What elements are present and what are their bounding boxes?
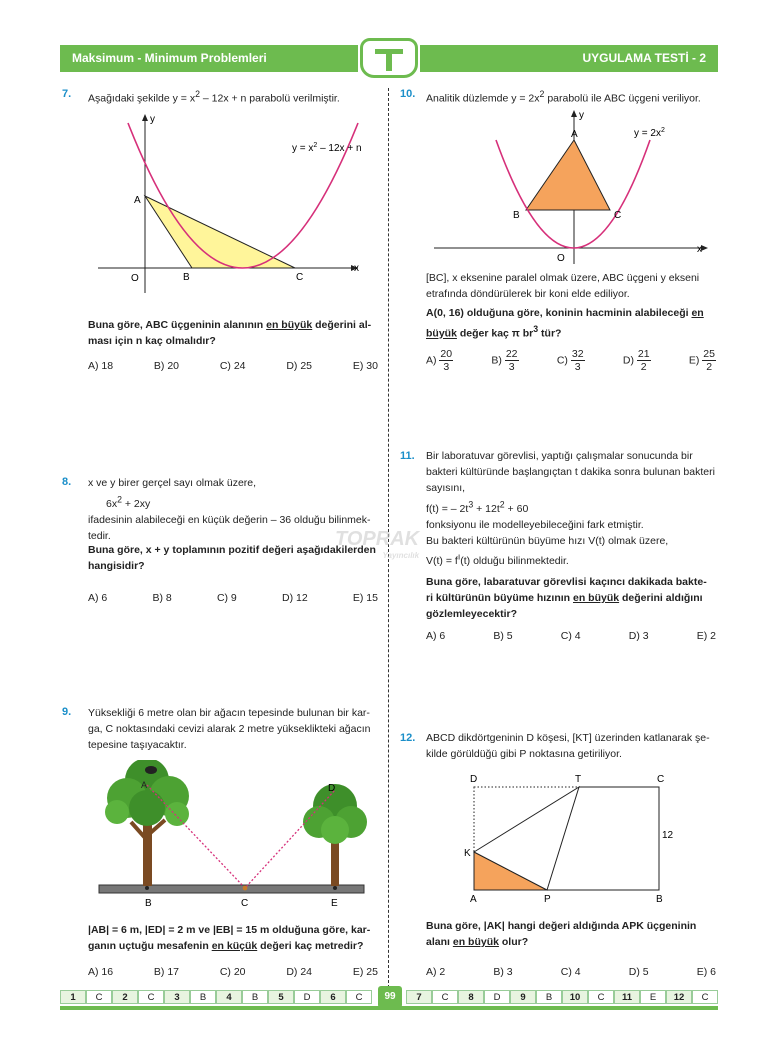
key-num: 8 (458, 990, 484, 1004)
q7-options (88, 360, 378, 372)
key-answer: D (484, 990, 510, 1004)
q10-body: [BC], x eksenine paralel olmak üzere, ABC üçgeni y ekseni etrafında döndürülerek bir koni elde ediliyor. (426, 272, 700, 300)
q7-label-A: A (134, 195, 141, 206)
key-answer: E (640, 990, 666, 1004)
key-num: 12 (666, 990, 692, 1004)
q10-option-a[interactable]: A) $\frac{20}{3}$ (426, 348, 453, 373)
q9-label-B: B (145, 898, 152, 909)
key-answer: B (242, 990, 268, 1004)
q10-option-e[interactable]: E) $\frac{25}{2}$ (688, 348, 715, 373)
q10-option-b[interactable]: B) $\frac{22}{3}$ (491, 348, 518, 373)
key-num: 1 (60, 990, 86, 1004)
q7-option-e[interactable]: E) 30 (352, 360, 378, 372)
q10-y-label: y (579, 110, 584, 121)
key-num: 3 (164, 990, 190, 1004)
header-left (60, 45, 358, 72)
key-answer: D (294, 990, 320, 1004)
q11-option-b[interactable]: B) 5 (493, 630, 513, 642)
q12-option-e[interactable]: E) 6 (696, 966, 716, 978)
q7-y-label: y (150, 114, 155, 125)
q8-options (88, 592, 378, 604)
q10-x-label: x (697, 244, 702, 255)
key-answer: C (138, 990, 164, 1004)
q12-option-b[interactable]: B) 3 (493, 966, 513, 978)
key-num: 9 (510, 990, 536, 1004)
q12-side-length: 12 (662, 830, 674, 841)
q10-option-c[interactable]: C) $\frac{32}{3}$ (556, 348, 584, 373)
q10-curve-label: $y = 2x^2$ (634, 127, 665, 139)
q7-x-label: x (354, 263, 359, 274)
crow-icon (145, 766, 157, 774)
q9-number: 9. (62, 706, 72, 718)
q9-option-e[interactable]: E) 25 (352, 966, 378, 978)
q10-stem: Analitik düzlemde $y = 2x^2$ parabolü ile ABC üçgeni veriliyor. (426, 89, 701, 105)
q9-tall-tree (105, 760, 189, 886)
q9-figure (95, 760, 370, 910)
q9-label-C: C (241, 898, 249, 909)
q10-label-A: A (571, 129, 578, 140)
q8-option-b[interactable]: B) 8 (152, 592, 172, 604)
q7-figure (88, 108, 378, 298)
key-num: 7 (406, 990, 432, 1004)
key-num: 11 (614, 990, 640, 1004)
logo-icon (363, 41, 415, 75)
q8-question: Buna göre, x + y toplamının pozitif değeri aşağıdakilerden hangisidir? (88, 544, 376, 572)
watermark: TOPRAK Yayıncılık (335, 528, 420, 560)
q10-label-O: O (557, 253, 565, 264)
q9-options (88, 966, 378, 978)
q10-triangle (526, 140, 610, 210)
q8-option-d[interactable]: D) 12 (281, 592, 308, 604)
q12-label-B: B (656, 894, 663, 905)
q10-figure (426, 106, 716, 266)
q11-body: Bir laboratuvar görevlisi, yaptığı çalışmalar sonucunda bir bakteri kültüründe başlangıçtan t dakika sonra bulunan bakteri sayısını, f(t) = – $2t^3 + 12t^2 + 60$ fonksiyonu ile modelleyebileceğini fark etmiştir. Bu bakteri kültürünün büyüme hızı V(t) olmak üzere, $V(t) = f^ı(t)$ olduğu bilinmektedir. (426, 450, 715, 567)
q9-stem: Yüksekliği 6 metre olan bir ağacın tepesinde bulunan bir kar- ga, C noktasındaki cevizi alarak 2 metre yükseklikteki ağacın tepesine taşıyacaktır. (88, 707, 371, 751)
q12-option-c[interactable]: C) 4 (560, 966, 581, 978)
q9-label-E: E (331, 898, 338, 909)
q8-option-a[interactable]: A) 6 (88, 592, 108, 604)
q11-options (426, 630, 716, 642)
q7-option-c[interactable]: C) 24 (219, 360, 246, 372)
key-answer: C (86, 990, 112, 1004)
q11-option-c[interactable]: C) 4 (560, 630, 581, 642)
q8-option-c[interactable]: C) 9 (216, 592, 237, 604)
key-answer: C (432, 990, 458, 1004)
q7-label-B: B (183, 272, 190, 283)
q9-question: |AB| = 6 m, |ED| = 2 m ve |EB| = 15 m olduğuna göre, kar- ganın uçtuğu mesafenin en küçük değeri kaç metredir? (88, 924, 371, 952)
q9-option-a[interactable]: A) 16 (88, 966, 114, 978)
q7-label-O: O (131, 273, 139, 284)
q11-option-d[interactable]: D) 3 (628, 630, 649, 642)
key-answer: C (346, 990, 372, 1004)
key-answer: B (536, 990, 562, 1004)
q11-option-a[interactable]: A) 6 (426, 630, 446, 642)
q7-number: 7. (62, 88, 72, 100)
q12-label-K: K (464, 848, 471, 859)
key-num: 5 (268, 990, 294, 1004)
q8-stem: x ve y birer gerçel sayı olmak üzere, $6x^2 + 2xy$ ifadesinin alabileceği en küçük değerin – 36 olduğu bilinmek- tedir. (88, 477, 371, 542)
q12-label-T: T (575, 774, 582, 785)
key-num: 6 (320, 990, 346, 1004)
q12-number: 12. (400, 732, 416, 744)
key-answer: B (190, 990, 216, 1004)
q12-label-C: C (657, 774, 665, 785)
q10-label-C: C (614, 210, 622, 221)
q7-option-b[interactable]: B) 20 (153, 360, 180, 372)
q9-label-D: D (328, 783, 336, 794)
q12-label-D: D (470, 774, 478, 785)
q12-label-P: P (544, 894, 551, 905)
publisher-logo (360, 38, 418, 78)
key-answer: C (588, 990, 614, 1004)
q7-label-C: C (296, 272, 304, 283)
q10-option-d[interactable]: D) $\frac{21}{2}$ (622, 348, 650, 373)
q12-stem: ABCD dikdörtgeninin D köşesi, [KT] üzerinden katlanarak şe- kilde görüldüğü gibi P noktasına getiriliyor. (426, 732, 710, 760)
header-right (420, 45, 718, 72)
key-num: 4 (216, 990, 242, 1004)
q12-option-a[interactable]: A) 2 (426, 966, 446, 978)
key-num: 2 (112, 990, 138, 1004)
q11-question: Buna göre, labaratuvar görevlisi kaçıncı dakikada bakte- ri kültürünün büyüme hızının en büyük değerini aldığını gözlemleyecektir? (426, 576, 707, 620)
q7-option-a[interactable]: A) 18 (88, 360, 114, 372)
q7-stem: Aşağıdaki şekilde $y = x^2 - 12x + n$ parabolü verilmiştir. (88, 89, 340, 105)
q11-number: 11. (400, 450, 415, 462)
q12-option-d[interactable]: D) 5 (628, 966, 649, 978)
q8-number: 8. (62, 476, 72, 488)
q10-options (426, 348, 716, 373)
q7-question: Buna göre, ABC üçgeninin alanının en büyük değerini al- ması için n kaç olmalıdır? (88, 319, 372, 347)
key-num: 10 (562, 990, 588, 1004)
q7-curve-label: $y = x^2 - 12x + n$ (292, 142, 362, 154)
test-title: UYGULAMA TESTİ - 2 (582, 51, 706, 65)
key-answer: C (692, 990, 718, 1004)
q7-option-d[interactable]: D) 25 (286, 360, 313, 372)
q12-options (426, 966, 716, 978)
q8-option-e[interactable]: E) 15 (352, 592, 378, 604)
q9-option-d[interactable]: D) 24 (286, 966, 313, 978)
q12-label-A: A (470, 894, 477, 905)
q9-option-b[interactable]: B) 17 (153, 966, 180, 978)
q10-number: 10. (400, 88, 416, 100)
q10-question: A(0, 16) olduğuna göre, koninin hacminin alabileceği en büyük değer kaç π $br^3$ tür? (426, 307, 704, 340)
q9-option-c[interactable]: C) 20 (219, 966, 246, 978)
q9-ground (99, 885, 364, 893)
page-number: 99 (378, 986, 402, 1008)
q9-short-tree (303, 784, 367, 886)
q9-label-A: A (141, 780, 148, 790)
chapter-title: Maksimum - Minimum Problemleri (72, 51, 267, 65)
q10-label-B: B (513, 210, 520, 221)
q12-figure (462, 772, 682, 908)
q12-question: Buna göre, |AK| hangi değeri aldığında APK üçgeninin alanı en büyük olur? (426, 920, 697, 948)
q11-option-e[interactable]: E) 2 (696, 630, 716, 642)
